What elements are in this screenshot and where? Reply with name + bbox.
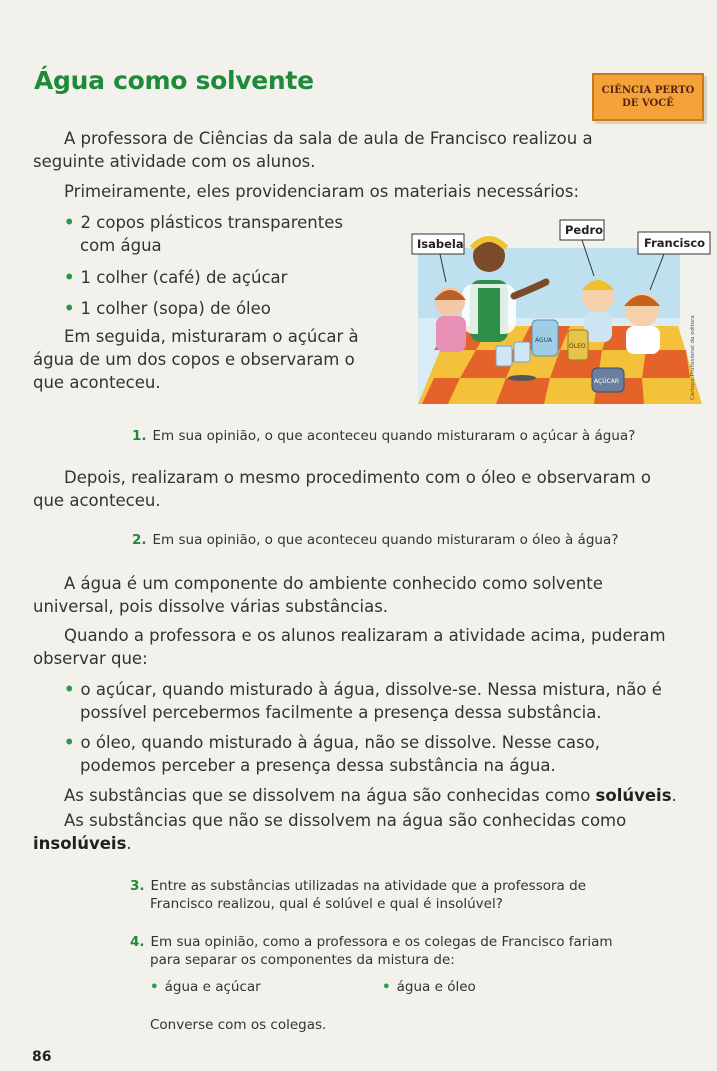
soluble-definition: As substâncias que se dissolvem na água são conhecidas como solúveis. bbox=[64, 786, 677, 805]
procedure-line: água de um dos copos e observaram o bbox=[33, 350, 355, 369]
callout-francisco: Francisco bbox=[644, 236, 706, 250]
material-item: • 1 colher (sopa) de óleo bbox=[64, 299, 271, 318]
question-4-option: • água e óleo bbox=[382, 979, 476, 995]
classroom-illustration-svg bbox=[410, 218, 712, 406]
intro-paragraph-line: seguinte atividade com os alunos. bbox=[33, 152, 316, 171]
solvent-paragraph-line: universal, pois dissolve várias substâncias. bbox=[33, 597, 389, 616]
observation-intro-line: observar que: bbox=[33, 649, 148, 668]
procedure-oil-line: que aconteceu. bbox=[33, 491, 161, 510]
observation-item-continuation: podemos perceber a presença dessa substância na água. bbox=[80, 756, 556, 775]
question-4: 4. Em sua opinião, como a professora e os colegas de Francisco fariam bbox=[130, 934, 613, 950]
solvent-paragraph-line: A água é um componente do ambiente conhecido como solvente bbox=[64, 574, 603, 593]
page-number: 86 bbox=[32, 1049, 52, 1065]
procedure-line: que aconteceu. bbox=[33, 373, 161, 392]
jar-label-sugar: AÇÚCAR bbox=[594, 378, 620, 385]
jar-label-water: ÁGUA bbox=[535, 337, 553, 344]
procedure-line: Em seguida, misturaram o açúcar à bbox=[64, 327, 359, 346]
bullet-icon: • bbox=[64, 213, 75, 232]
observation-intro-line: Quando a professora e os alunos realizaram a atividade acima, puderam bbox=[64, 626, 666, 645]
question-3-continuation: Francisco realizou, qual é solúvel e qual é insolúvel? bbox=[150, 896, 503, 912]
isabela-figure bbox=[434, 287, 466, 352]
callout-pedro: Pedro bbox=[565, 223, 604, 237]
bullet-icon: • bbox=[150, 979, 159, 995]
material-item-continuation: com água bbox=[80, 236, 162, 255]
bullet-icon: • bbox=[64, 299, 75, 318]
question-4-continuation: para separar os componentes da mistura de: bbox=[150, 952, 455, 968]
observation-item: • o óleo, quando misturado à água, não se dissolve. Nesse caso, bbox=[64, 733, 600, 752]
jar-label-oil: ÓLEO bbox=[569, 343, 586, 350]
question-3: 3. Entre as substâncias utilizadas na atividade que a professora de bbox=[130, 878, 586, 894]
question-2: 2. Em sua opinião, o que aconteceu quando misturaram o óleo à água? bbox=[132, 532, 619, 548]
question-1: 1. Em sua opinião, o que aconteceu quando misturaram o açúcar à água? bbox=[132, 428, 636, 444]
material-item: • 2 copos plásticos transparentes bbox=[64, 213, 343, 232]
section-badge: CIÊNCIA PERTO DE VOCÊ bbox=[592, 73, 704, 121]
observation-item-continuation: possível percebermos facilmente a presença dessa substância. bbox=[80, 703, 602, 722]
insoluble-definition-line: insolúveis. bbox=[33, 834, 132, 853]
intro-paragraph-line: A professora de Ciências da sala de aula de Francisco realizou a bbox=[64, 129, 593, 148]
keyword-insoluveis: insolúveis bbox=[33, 834, 127, 853]
bullet-icon: • bbox=[64, 268, 75, 287]
material-item: • 1 colher (café) de açúcar bbox=[64, 268, 288, 287]
question-4-footer: Converse com os colegas. bbox=[150, 1017, 327, 1033]
bullet-icon: • bbox=[64, 733, 75, 752]
materials-intro: Primeiramente, eles providenciaram os materiais necessários: bbox=[64, 182, 580, 201]
page-title: Água como solvente bbox=[34, 66, 314, 95]
classroom-illustration bbox=[410, 218, 712, 406]
bullet-icon: • bbox=[64, 680, 75, 699]
callout-isabela: Isabela bbox=[417, 237, 464, 251]
question-4-option: • água e açúcar bbox=[150, 979, 261, 995]
procedure-oil-line: Depois, realizaram o mesmo procedimento com o óleo e observaram o bbox=[64, 468, 651, 487]
bullet-icon: • bbox=[382, 979, 391, 995]
keyword-soluveis: solúveis bbox=[595, 786, 672, 805]
illustration-credit: Cartepo Profissional da editora bbox=[690, 315, 696, 400]
observation-item: • o açúcar, quando misturado à água, dissolve-se. Nessa mistura, não é bbox=[64, 680, 662, 699]
insoluble-definition-line: As substâncias que não se dissolvem na água são conhecidas como bbox=[64, 811, 627, 830]
